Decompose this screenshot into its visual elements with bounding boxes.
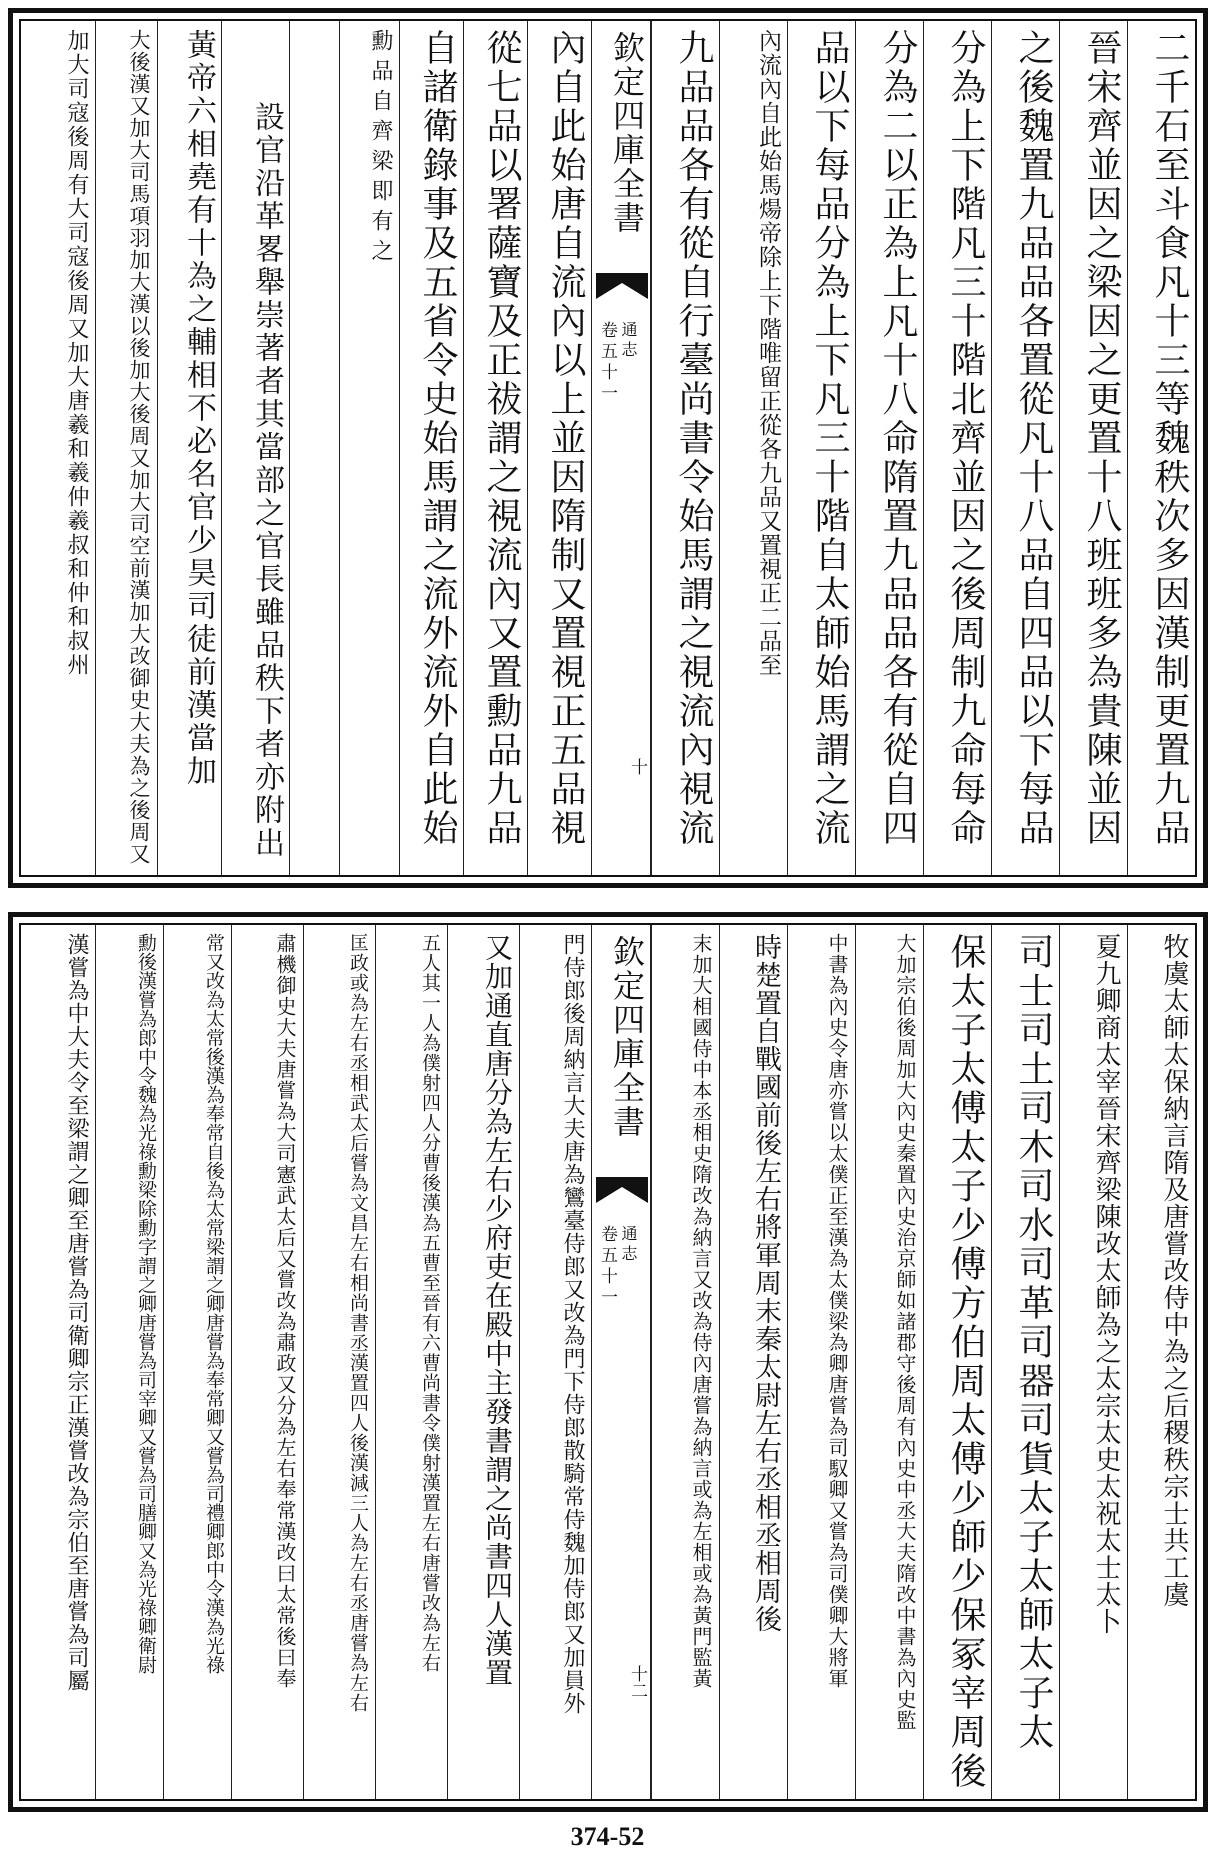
column-text: 二千石至斗食凡十三等魏秩次多因漢制更置九品: [1149, 29, 1190, 848]
text-column: [1127, 21, 1195, 875]
column-text: 末加大相國侍中本丞相史隋改為納言又改為侍內唐嘗為納言或為左相或為黃門監黃: [689, 933, 713, 1689]
text-column: [923, 21, 991, 875]
center-strip: [591, 21, 651, 875]
library-title: 欽定四庫全書: [608, 935, 646, 1139]
column-text: 大後漢又加大司馬項羽加大漢以後加大後周又加大司空前漢加大改御史大夫為之後周又: [127, 29, 151, 865]
text-column: [651, 925, 719, 1799]
text-column: [1127, 925, 1195, 1799]
page-number: 374-52: [570, 1822, 645, 1851]
column-text: 又加通直唐分為左右少府吏在殿中主發書謂之尚書四人漢置: [481, 933, 514, 1687]
column-text: 常又改為太常後漢為奉常自後為太常梁謂之卿唐嘗為奉常卿又嘗為司禮卿郎中令漢為光祿: [203, 933, 225, 1674]
column-text: 中書為內史令唐亦嘗以太僕正至漢為太僕梁為卿唐嘗為司馭卿又嘗為司僕卿大將軍: [825, 933, 849, 1689]
text-column: [855, 925, 923, 1799]
column-text: 分為上下階凡三十階北齊並因之後周制九命每命: [945, 29, 986, 848]
text-column: [399, 21, 463, 875]
text-column: [339, 21, 399, 875]
text-column: [1059, 21, 1127, 875]
text-column: [289, 21, 339, 875]
column-text: 內流內自此始馬煬帝除上下階唯留正從各九品又置視正二品至: [755, 29, 781, 677]
text-column: [787, 21, 855, 875]
text-column: [221, 21, 289, 875]
text-column: [163, 925, 231, 1799]
text-column: [157, 21, 221, 875]
book-label: 通志: [619, 321, 638, 361]
column-text: 大加宗伯後周加大內史秦置內史治京師如諸郡守後周有內史中丞大夫隋改中書為內史監: [893, 933, 917, 1731]
juan-label: 卷五十一: [597, 321, 617, 405]
text-column: [719, 925, 787, 1799]
bottom-page: [8, 912, 1208, 1812]
text-column: [991, 925, 1059, 1799]
text-column: [923, 925, 991, 1799]
column-text: 晉宋齊並因之梁因之更置十八班班多為貴陳並因: [1081, 29, 1122, 848]
juan-label: 卷五十一: [597, 1225, 617, 1309]
column-text: 九品品各有從自行臺尚書令始馬謂之視流內視流: [673, 29, 714, 848]
column-text: 五人其一人為僕射四人分曹後漢為五曹至晉有六曹尚書令僕射漢置左右唐嘗改為左右: [419, 933, 441, 1673]
column-text: 匡政或為左右丞相武太后嘗為文昌左右相尚書丞漢置四人後漢減三人為左右丞唐嘗為左右: [347, 933, 369, 1713]
column-text: 保太子太傅太子少傅方伯周太傅少師少保冢宰周後: [945, 933, 986, 1791]
text-column: [1059, 925, 1127, 1799]
center-strip: [591, 925, 651, 1799]
column-text: 牧虞太師太保納言隋及唐嘗改侍中為之后稷秩宗士共工虞: [1159, 933, 1189, 1608]
text-column: [527, 21, 591, 875]
folio-number: 十二: [627, 1665, 647, 1699]
top-page-frame: [19, 19, 1197, 877]
fishtail-mark-icon: [596, 1177, 648, 1203]
column-text: 內自此始唐自流內以上並因隋制又置視正五品視: [545, 29, 586, 848]
text-column: [375, 925, 447, 1799]
column-text: 漢嘗為中大夫令至梁謂之卿至唐嘗為司衛卿宗正漢嘗改為宗伯至唐嘗為司屬: [64, 933, 89, 1692]
column-text: 勳品自齊梁即有之: [368, 29, 393, 269]
column-text: 勳後漢嘗為郎中令魏為光祿勳梁除勳字謂之卿唐嘗為司宰卿又嘗為司膳卿又為光祿卿衛尉: [135, 933, 157, 1674]
text-column: [463, 21, 527, 875]
text-column: [231, 925, 303, 1799]
column-text: 設官沿革畧舉崇著者其當部之官長雖品秩下者亦附出: [249, 101, 284, 860]
text-column: [19, 925, 95, 1799]
text-column: [447, 925, 519, 1799]
text-column: [95, 925, 163, 1799]
top-page: [8, 8, 1208, 888]
text-column: [787, 925, 855, 1799]
column-text: 司士司土司木司水司革司器司貨太子太師太子太: [1013, 933, 1054, 1752]
text-column: [519, 925, 591, 1799]
column-text: 夏九卿商太宰晉宋齊梁陳改太師為之太宗太史太祝太士太卜: [1091, 933, 1121, 1635]
folio-number: 十: [627, 758, 647, 775]
text-column: [855, 21, 923, 875]
bottom-page-frame: [19, 923, 1197, 1801]
book-label: 通志: [619, 1225, 638, 1265]
column-text: 品以下每品分為上下凡三十階自太師始馬謂之流: [809, 29, 850, 848]
fishtail-mark-icon: [596, 273, 648, 299]
column-text: 之後魏置九品品各置從凡十八品自四品以下每品: [1013, 29, 1054, 848]
text-column: [719, 21, 787, 875]
column-text: 自諸衛錄事及五省令史始馬謂之流外流外自此始: [417, 29, 458, 848]
column-text: 加大司寇後周有大司寇後周又加大唐羲和羲仲羲叔和仲和叔州: [64, 29, 89, 677]
column-text: 分為二以正為上凡十八命隋置九品品各有從自四: [877, 29, 918, 848]
column-text: 從七品以署薩寶及正祓謂之視流內又置勳品九品: [481, 29, 522, 848]
text-column: [303, 925, 375, 1799]
column-text: 肅機御史大夫唐嘗為大司憲武太后又嘗改為肅政又分為左右奉常漢改曰太常後曰奉: [273, 933, 297, 1689]
text-column: [651, 21, 719, 875]
text-column: [991, 21, 1059, 875]
column-text: 時楚置自戰國前後左右將軍周末秦太尉左右丞相丞相周後: [750, 933, 781, 1633]
text-column: [19, 21, 95, 875]
column-text: 門侍郎後周納言大夫唐為鸞臺侍郎又改為門下侍郎散騎常侍魏加侍郎又加員外: [560, 933, 585, 1715]
library-title: 欽定四庫全書: [608, 31, 646, 235]
column-text: 黃帝六相堯有十為之輔相不必名官少昊司徒前漢當加: [181, 29, 216, 788]
text-column: [95, 21, 157, 875]
